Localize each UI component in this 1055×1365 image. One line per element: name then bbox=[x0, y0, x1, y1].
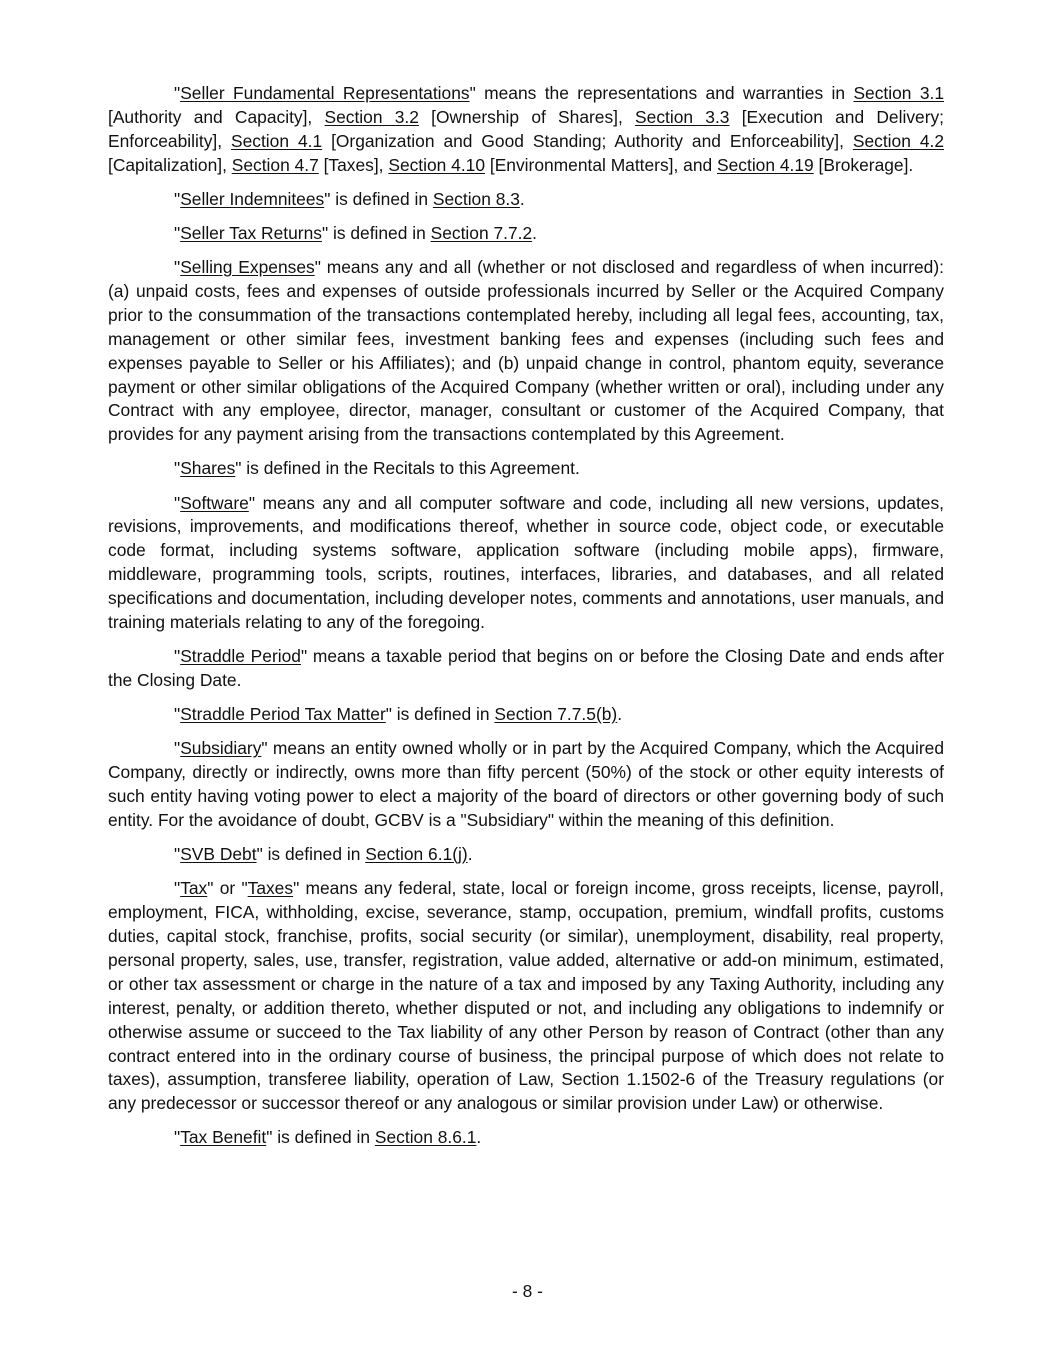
underlined-term: Straddle Period bbox=[180, 646, 301, 667]
underlined-term: Section 4.19 bbox=[717, 154, 814, 175]
underlined-term: Taxes bbox=[247, 878, 294, 899]
text-run: [Execution and Delivery; Enforceability], bbox=[108, 106, 945, 151]
text-run: " is defined in bbox=[266, 1127, 375, 1148]
underlined-term: Tax Benefit bbox=[180, 1127, 267, 1148]
underlined-term: Seller Indemnitees bbox=[180, 188, 325, 209]
definition-paragraph bbox=[108, 222, 944, 246]
text-run: " is defined in bbox=[256, 844, 366, 865]
underlined-term: Subsidiary bbox=[180, 738, 262, 759]
definition-paragraph bbox=[108, 843, 944, 867]
definition-paragraph bbox=[108, 82, 944, 178]
underlined-term: Section 4.7 bbox=[231, 154, 319, 175]
definition-paragraph bbox=[108, 645, 944, 693]
document-body bbox=[108, 82, 944, 1161]
text-run: " bbox=[174, 1127, 181, 1148]
text-run: . bbox=[476, 1127, 482, 1148]
text-run: [Organization and Good Standing; Authority and Enforceability], bbox=[322, 130, 853, 151]
underlined-term: Tax bbox=[180, 878, 208, 899]
text-run: " means the representations and warranties in bbox=[469, 83, 854, 103]
text-run: " bbox=[174, 646, 181, 667]
text-run: . bbox=[532, 222, 537, 243]
text-run: [Capitalization], bbox=[108, 154, 232, 175]
definition-paragraph bbox=[108, 877, 944, 1116]
underlined-term: Section 4.2 bbox=[852, 130, 944, 151]
definition-paragraph bbox=[108, 703, 944, 727]
underlined-term: Straddle Period Tax Matter bbox=[180, 704, 386, 725]
text-run: " means a taxable period that begins on or before the Closing Date and ends after the Closing Date. bbox=[108, 646, 944, 691]
underlined-term: Section 4.10 bbox=[388, 154, 486, 175]
text-run: . bbox=[467, 844, 473, 865]
text-run: . bbox=[519, 188, 525, 209]
page-number: - 8 - bbox=[512, 1281, 543, 1301]
text-run: " is defined in bbox=[324, 188, 433, 209]
text-run: [Environmental Matters], and bbox=[485, 154, 718, 175]
text-run: " bbox=[174, 492, 181, 513]
text-run: [Authority and Capacity], bbox=[108, 106, 325, 127]
text-run: [Taxes], bbox=[318, 154, 389, 175]
text-run: " bbox=[174, 844, 181, 865]
definition-paragraph bbox=[108, 256, 944, 447]
underlined-term: Section 3.1 bbox=[853, 83, 945, 103]
text-run: " bbox=[174, 257, 181, 277]
text-run: " bbox=[174, 878, 181, 899]
definition-paragraph bbox=[108, 1126, 944, 1150]
text-run: " bbox=[174, 704, 181, 725]
underlined-term: Section 4.1 bbox=[231, 130, 323, 151]
text-run: " bbox=[174, 738, 181, 759]
text-run: " bbox=[174, 83, 181, 103]
underlined-term: Section 7.7.5(b) bbox=[494, 704, 618, 725]
text-run: " means any and all (whether or not disclosed and regardless of when incurred): (a) unpaid costs, fees and expenses of outside professionals incurred by Seller or the Acquired Company prior to the consummation of the transactions contemplated hereby, including all legal fees, accounting, tax, management or other similar fees, investment banking fees and expenses (including such fees and expenses payable to Seller or his Affiliates); and (b) unpaid change in control, phantom equity, severance payment or other similar obligations of the Acquired Company (whether written or oral), including under any Contract with any employee, director, manager, consultant or customer of the Acquired Company, that provides for any payment arising from the transactions contemplated by this Agreement. bbox=[108, 257, 944, 445]
underlined-term: Section 7.7.2 bbox=[430, 222, 533, 243]
underlined-term: Section 3.3 bbox=[635, 106, 730, 127]
text-run: " is defined in the Recitals to this Agreement. bbox=[235, 458, 580, 479]
underlined-term: Section 3.2 bbox=[324, 106, 419, 127]
text-run: " or " bbox=[207, 878, 248, 899]
underlined-term: SVB Debt bbox=[180, 844, 257, 865]
underlined-term: Seller Fundamental Representations bbox=[180, 83, 470, 103]
underlined-term: Seller Tax Returns bbox=[180, 222, 322, 243]
underlined-term: Shares bbox=[180, 458, 236, 479]
text-run: [Ownership of Shares], bbox=[418, 106, 636, 127]
text-run: " bbox=[174, 188, 181, 209]
underlined-term: Selling Expenses bbox=[180, 257, 315, 277]
underlined-term: Software bbox=[180, 492, 249, 513]
text-run: . bbox=[617, 704, 623, 725]
underlined-term: Section 6.1(j) bbox=[365, 844, 468, 865]
definition-paragraph bbox=[108, 737, 944, 833]
text-run: " is defined in bbox=[385, 704, 495, 725]
text-run: [Brokerage]. bbox=[813, 154, 914, 175]
text-run: " bbox=[174, 222, 181, 243]
text-run: " means any federal, state, local or foreign income, gross receipts, license, payroll, employment, FICA, withholding, excise, severance, stamp, occupation, premium, windfall profits, customs duties, capital stock, franchise, profits, social security (or similar), unemployment, disability, real property, personal property, sales, use, transfer, registration, value added, alternative or add-on minimum, estimated, or other tax assessment or charge in the nature of a tax and imposed by any Taxing Authority, including any interest, penalty, or addition thereto, whether disputed or not, and including any obligations to indemnify or otherwise assume or succeed to the Tax liability of any other Person by reason of Contract (other than any contract entered into in the ordinary course of business, the principal purpose of which does not relate to taxes), assumption, transferee liability, operation of Law, Section 1.1502-6 of the Treasury regulations (or any predecessor or successor thereof or any analogous or similar provision under Law) or otherwise. bbox=[108, 878, 944, 1114]
underlined-term: Section 8.6.1 bbox=[374, 1127, 477, 1148]
underlined-term: Section 8.3 bbox=[432, 188, 520, 209]
text-run: " is defined in bbox=[321, 222, 431, 243]
text-run: " bbox=[174, 458, 181, 479]
definition-paragraph bbox=[108, 492, 944, 635]
text-run: " means any and all computer software and code, including all new versions, updates, revisions, improvements, and modifications thereof, whether in source code, object code, or executable code format, including systems software, application software (including mobile apps), firmware, middleware, programming tools, scripts, routines, interfaces, libraries, and databases, and all related specifications and documentation, including developer notes, comments and annotations, user manuals, and training materials relating to any of the foregoing. bbox=[108, 492, 944, 633]
definition-paragraph bbox=[108, 457, 944, 481]
text-run: " means an entity owned wholly or in part by the Acquired Company, which the Acquired Company, directly or indirectly, owns more than fifty percent (50%) of the stock or other equity interests of such entity having voting power to elect a majority of the board of directors or other governing body of such entity. For the avoidance of doubt, GCBV is a "Subsidiary" within the meaning of this definition. bbox=[108, 738, 944, 830]
definition-paragraph bbox=[108, 188, 944, 212]
